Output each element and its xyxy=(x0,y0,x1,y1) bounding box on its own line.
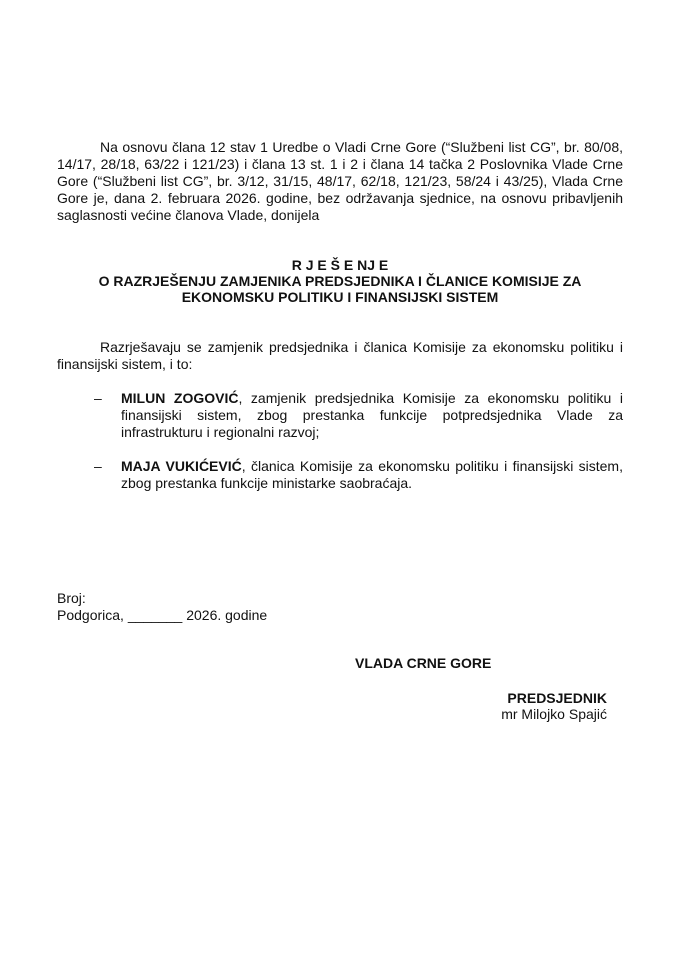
signatory-title: PREDSJEDNIK xyxy=(507,690,607,706)
document-number: Broj: xyxy=(57,590,86,606)
dash-bullet: – xyxy=(94,390,102,406)
government-name: VLADA CRNE GORE xyxy=(355,655,492,671)
document-subtitle-line2: EKONOMSKU POLITIKU I FINANSIJSKI SISTEM xyxy=(181,289,499,305)
place-date: Podgorica, _______ 2026. godine xyxy=(57,607,268,623)
item-text: , zamjenik predsjednika Komisije za ekonomsku politiku i finansijski sistem, zbog prestanka funkcije potpredsjednika Vlade za infrastrukturu i regionalni razvoj; xyxy=(121,390,623,440)
intro-paragraph: Razrješavaju se zamjenik predsjednika i članica Komisije za ekonomsku politiku i finansijski sistem, i to: xyxy=(57,339,623,372)
dash-bullet: – xyxy=(94,458,102,474)
list-item xyxy=(94,390,623,441)
person-name: MAJA VUKIĆEVIĆ xyxy=(121,458,242,474)
person-name: MILUN ZOGOVIĆ xyxy=(121,390,239,406)
list-item xyxy=(94,458,623,492)
item-text: , članica Komisije za ekonomsku politiku i finansijski sistem, zbog prestanka funkcije ministarke saobraćaja. xyxy=(121,458,623,491)
preamble-paragraph: Na osnovu člana 12 stav 1 Uredbe o Vladi Crne Gore (“Službeni list CG”, br. 80/08, 14/17, 28/18, 63/22 i 121/23) i člana 13 st. 1 i 2 i člana 14 tačka 2 Poslovnika Vlade Crne Gore (“Službeni list CG”, br. 3/12, 31/15, 48/17, 62/18, 121/23, 58/24 i 43/25), Vlada Crne Gore je, dana 2. februara 2026. godine, bez održavanja sjednice, na osnovu pribavljenih saglasnosti većine članova Vlade, donijela xyxy=(57,139,623,223)
document-subtitle-line1: O RAZRJEŠENJU ZAMJENIKA PREDSJEDNIKA I ČLANICE KOMISIJE ZA xyxy=(98,273,582,289)
signatory-name: mr Milojko Spajić xyxy=(501,706,607,722)
document-title: R J E Š E NJ E xyxy=(291,257,389,273)
